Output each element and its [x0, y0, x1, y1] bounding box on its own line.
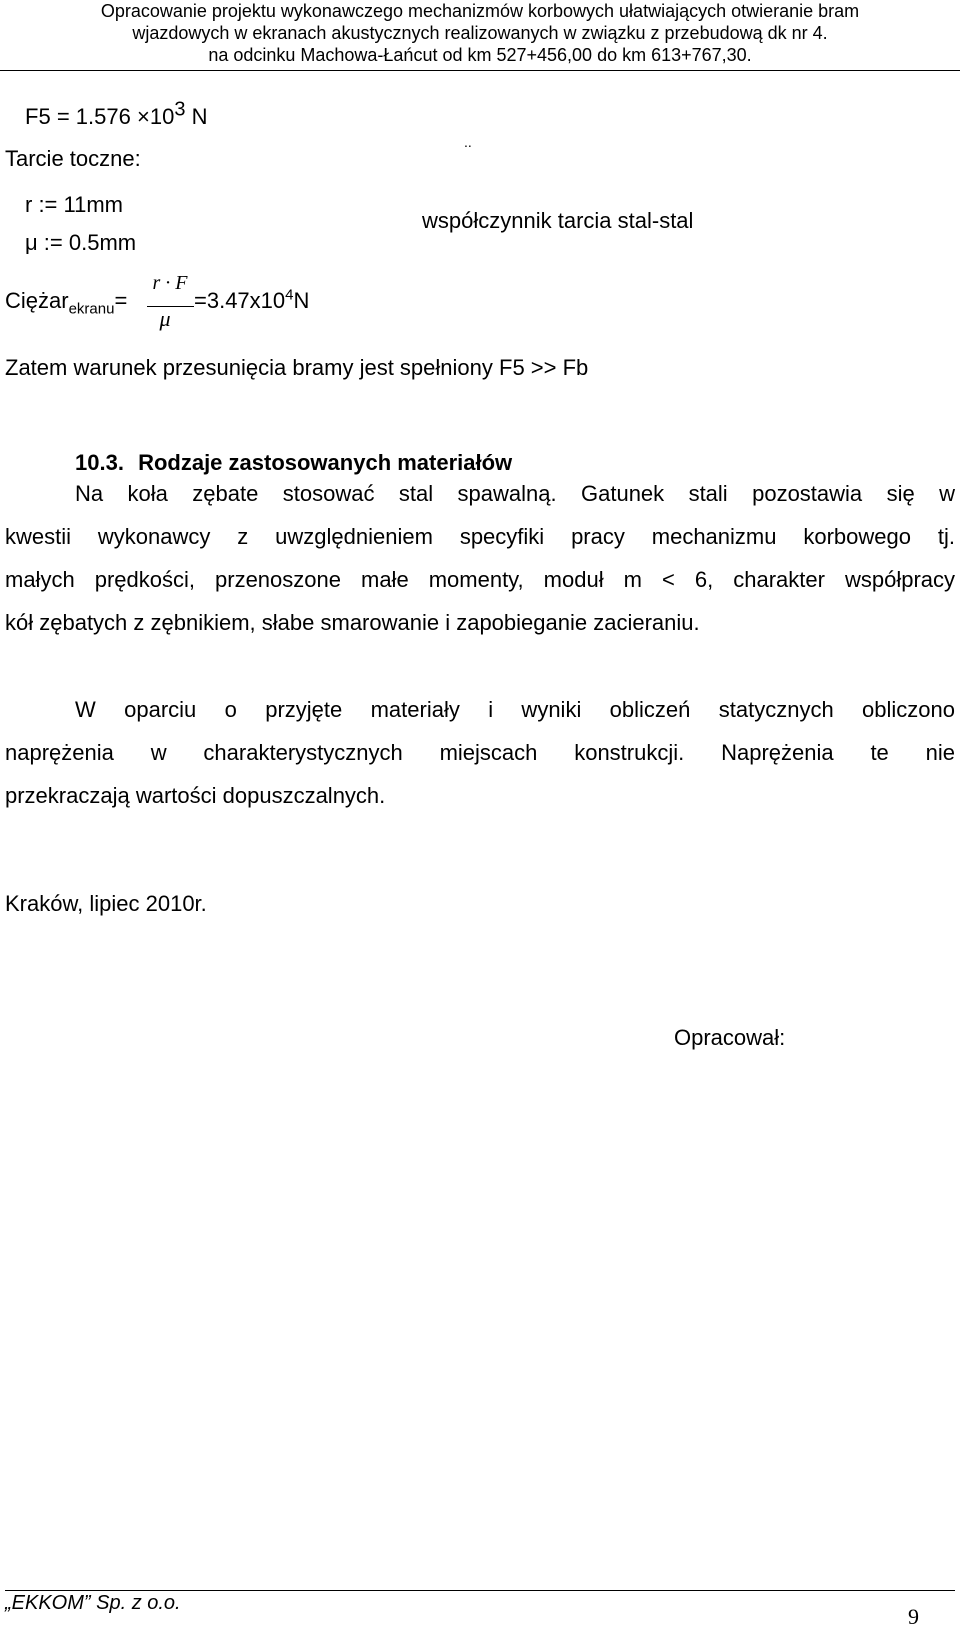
- signature-label: Opracował:: [674, 1025, 786, 1050]
- place-date: Kraków, lipiec 2010r.: [5, 891, 207, 916]
- f5-base: 10: [149, 104, 175, 129]
- f5-exponent: 3: [174, 98, 186, 121]
- paragraph-1-line-1: Na koła zębate stosować stal spawalną. Gatunek stali pozostawia się w: [75, 481, 955, 506]
- paragraph-1-line-4: kół zębatych z zębnikiem, słabe smarowanie i zapobieganie zacieraniu.: [5, 610, 700, 635]
- paragraph-2-line-3: przekraczają wartości dopuszczalnych.: [5, 783, 386, 808]
- ciezar-unit: N: [293, 288, 310, 313]
- header-line-3: na odcinku Machowa-Łańcut od km 527+456,00 do km 613+767,30.: [208, 45, 752, 65]
- ciezar-result: [194, 288, 309, 314]
- ciezar-subscript: ekranu: [68, 300, 115, 318]
- paragraph-2-line-1: W oparciu o przyjęte materiały i wyniki obliczeń statycznych obliczono: [75, 697, 955, 722]
- paragraph-2-line-2: naprężenia w charakterystycznych miejscach konstrukcji. Naprężenia te nie: [5, 740, 955, 765]
- tarcie-label: Tarcie toczne:: [5, 146, 141, 171]
- f5-value: 1.576: [75, 104, 131, 129]
- footer-rule: [5, 1590, 955, 1591]
- ciezar-equals: =: [114, 288, 128, 313]
- ciezar-word: Ciężar: [5, 288, 69, 313]
- fraction-numerator: r · F: [152, 272, 188, 294]
- r-definition: r := 11mm: [25, 192, 124, 217]
- header-line-1: Opracowanie projektu wykonawczego mechanizmów korbowych ułatwiających otwieranie bram: [100, 1, 860, 21]
- f5-times: ×: [136, 104, 150, 129]
- section-title: Rodzaje zastosowanych materiałów: [138, 450, 513, 475]
- paragraph-1-line-3: małych prędkości, przenoszone małe momenty, moduł m < 6, charakter współpracy: [5, 567, 955, 592]
- conclusion-text: Zatem warunek przesunięcia bramy jest spełniony F5 >> Fb: [5, 355, 589, 380]
- f5-equals: =: [56, 104, 70, 129]
- header-line-2: wjazdowych w ekranach akustycznych realizowanych w związku z przebudową dk nr 4.: [132, 23, 828, 43]
- ciezar-result-value: =3.47x10: [194, 288, 286, 313]
- header-rule: [0, 70, 960, 71]
- page-number: 9: [908, 1604, 919, 1629]
- section-number: 10.3.: [75, 450, 124, 475]
- mu-note: współczynnik tarcia stal-stal: [422, 208, 694, 233]
- stray-dots: ..: [464, 134, 472, 150]
- f5-lhs: F5: [25, 104, 51, 129]
- ciezar-exponent: 4: [285, 286, 294, 304]
- footer-company: „EKKOM” Sp. z o.o.: [5, 1592, 181, 1614]
- paragraph-1-line-2: kwestii wykonawcy z uwzględnieniem specyfiki pracy mechanizmu korbowego tj.: [5, 524, 955, 549]
- fraction-denominator: μ: [159, 306, 171, 331]
- mu-definition: μ := 0.5mm: [25, 230, 137, 255]
- f5-unit: N: [191, 104, 208, 129]
- f5-formula: [25, 98, 208, 130]
- ciezar-label: [5, 288, 128, 318]
